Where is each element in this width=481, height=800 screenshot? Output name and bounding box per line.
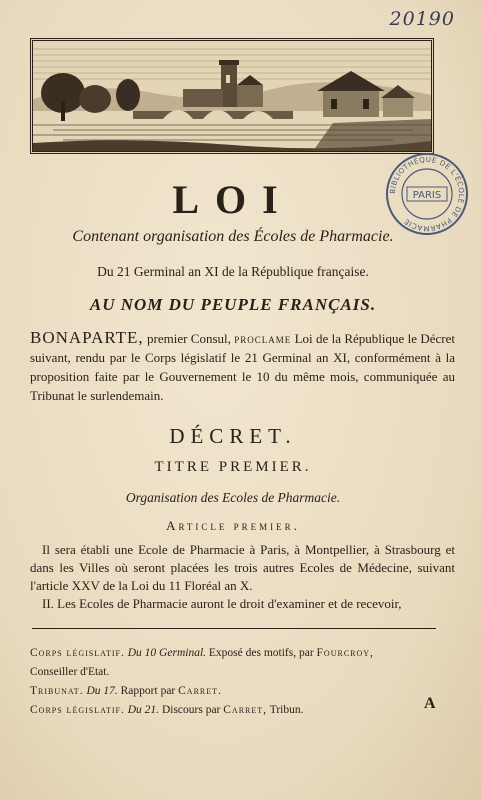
note-4-body: Corps législatif. — [30, 704, 125, 716]
signature-mark: A — [424, 695, 436, 712]
note-4-text: Discours par — [159, 704, 224, 716]
note-line-1 — [30, 644, 455, 663]
titre-subheading: Organisation des Ecoles de Pharmacie. — [125, 490, 341, 505]
note-line-2: Conseiller d'Etat. — [30, 666, 110, 678]
body-paragraph-2: II. Les Ecoles de Pharmacie auront le droit d'examiner et de recevoir, — [42, 596, 402, 611]
document-title: LOI — [172, 177, 294, 222]
titre-heading: TITRE PREMIER. — [154, 459, 312, 475]
au-nom-heading: AU NOM DU PEUPLE FRANÇAIS. — [89, 295, 377, 314]
article-body — [30, 541, 455, 613]
note-3-text: Rapport par — [117, 685, 179, 697]
landscape-engraving-illustration — [33, 41, 431, 151]
article-heading: Article premier. — [166, 518, 300, 533]
shelfmark-annotation: 20190 — [389, 8, 455, 30]
note-1-body: Corps législatif. — [30, 647, 125, 659]
note-1-date: Du 10 Germinal. — [124, 647, 207, 659]
stamp-ring-text: BIBLIOTHÈQUE DE L'ÉCOLE DE PHARMACIE — [387, 154, 467, 234]
engraved-vignette — [30, 38, 434, 154]
preamble-proclame: proclame — [234, 331, 292, 346]
preamble-paragraph — [30, 328, 455, 405]
note-3-date: Du 17. — [83, 685, 118, 697]
footnote-divider — [32, 628, 436, 629]
stamp-center-text: PARIS — [412, 190, 442, 201]
note-1-author: Fourcroy, — [316, 647, 374, 659]
note-line-3 — [30, 682, 455, 701]
note-4-author: Carret, — [223, 704, 268, 716]
note-1-text: Exposé des motifs, par — [206, 647, 317, 659]
legislative-notes — [30, 644, 455, 720]
document-subtitle: Contenant organisation des Écoles de Pharmacie. — [72, 228, 394, 245]
date-line: Du 21 Germinal an XI de la République française. — [97, 264, 369, 279]
preamble-part2: Loi de la République le Décret suivant, rendu par le Corps législatif le 21 Germinal an XI, conformément à la proposition faite par le Gouvernement le 10 du même mois, communiquée au Tribunat le surlendemain. — [30, 331, 455, 403]
preamble-part1: premier Consul, — [143, 331, 235, 346]
decret-heading: DÉCRET. — [169, 424, 297, 448]
note-3-author: Carret. — [178, 685, 222, 697]
note-3-body: Tribunat. — [30, 685, 84, 697]
body-paragraph-1: Il sera établi une Ecole de Pharmacie à Paris, à Montpellier, à Strasbourg et dans les Villes où seront placées les trois autres Ecoles de Médecine, suivant l'article XXV de la Loi du 11 Floréal an X. — [30, 542, 455, 593]
note-line-4 — [30, 701, 455, 720]
note-4-role: Tribun. — [267, 704, 304, 716]
note-4-date: Du 21. — [124, 704, 160, 716]
preamble-name: BONAPARTE, — [30, 328, 144, 347]
